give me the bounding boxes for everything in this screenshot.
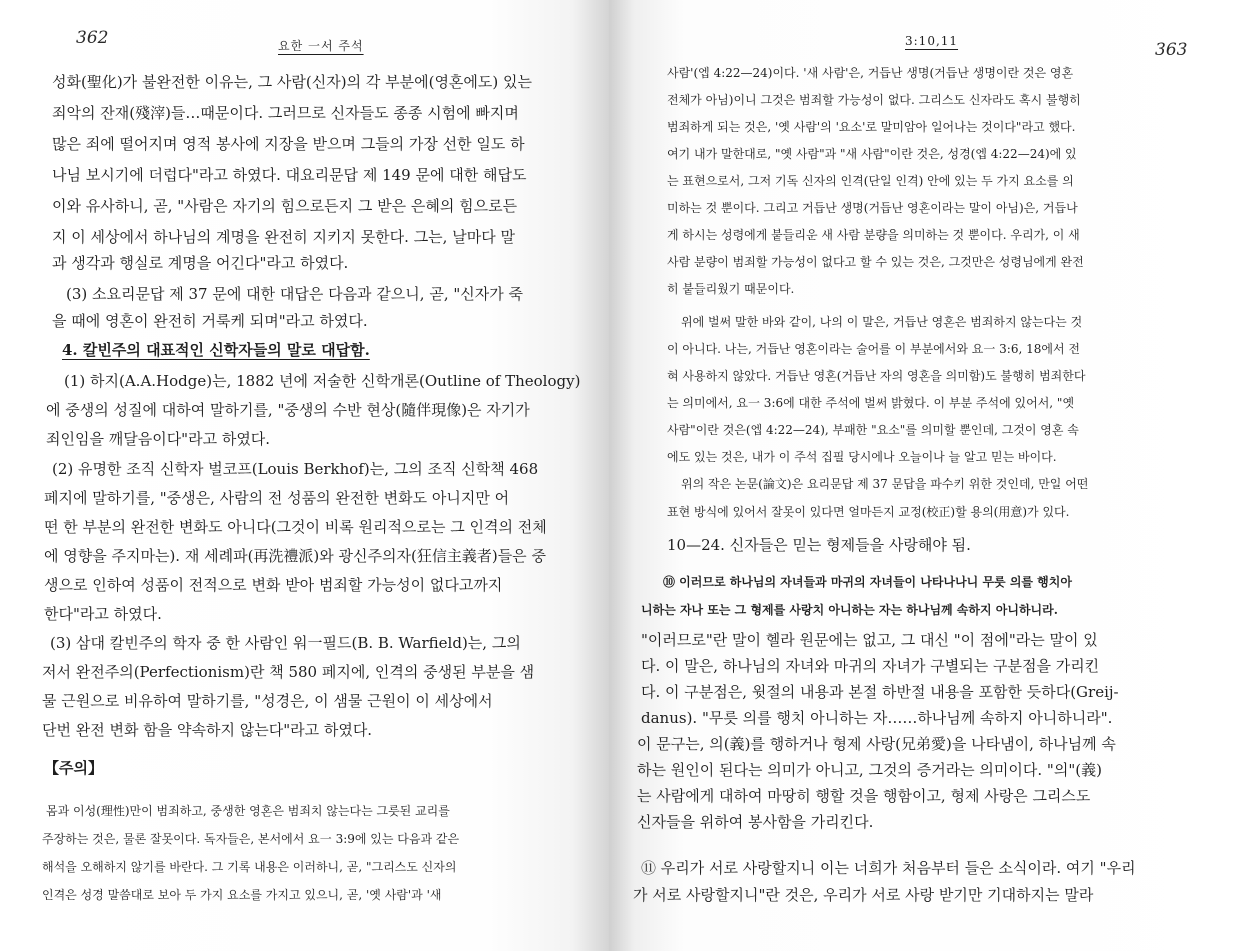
text-line: 에 영향을 주지마는). 재 세례파(再洗禮派)와 광신주의자(狂信主義者)들은 중 [44, 547, 546, 565]
text-line: 떤 한 부분의 완전한 변화도 아니다(그것이 비록 원리적으로는 그 인격의 전체 [44, 518, 547, 536]
text-line: 물 근원으로 비유하여 말하기를, "성경은, 이 샘물 근원이 이 세상에서 [42, 692, 493, 710]
text-line: 성화(聖化)가 불완전한 이유는, 그 사람(신자)의 각 부분에(영혼에도) 있는 [52, 73, 532, 91]
text-line: 하는 원인이 된다는 의미가 아니고, 그것의 증거라는 의미이다. "의"(義) [637, 761, 1102, 779]
verse-line: ⑩ 이러므로 하나님의 자녀들과 마귀의 자녀들이 나타나나니 무릇 의를 행치아 [663, 575, 1072, 589]
text-line: 다. 이 구분점은, 윗절의 내용과 본절 하반절 내용을 포함한 듯하다(Greij- [641, 683, 1119, 701]
text-line: (3) 삼대 칼빈주의 학자 중 한 사람인 워一필드(B. B. Warfield)는, 그의 [50, 634, 521, 652]
text-line: 한다"라고 하였다. [44, 605, 162, 623]
text-line: 과 생각과 행실로 계명을 어긴다"라고 하였다. [52, 254, 349, 272]
text-line: 여기 내가 말한대로, "옛 사람"과 "새 사람"이란 것은, 성경(엡 4:22—24)에 있 [667, 147, 1077, 161]
text-line: 는 표현으로서, 그저 기독 신자의 인격(단일 인격) 안에 있는 두 가지 요소를 의 [667, 174, 1074, 188]
text-line: (2) 유명한 조직 신학자 벌코프(Louis Berkhof)는, 그의 조직 신학책 468 [52, 460, 539, 478]
text-line: (3) 소요리문답 제 37 문에 대한 대답은 다음과 같으니, 곧, "신자가 죽 [66, 285, 523, 303]
text-line: 나님 보시기에 더럽다"라고 하였다. 대요리문답 제 149 문에 대한 해답도 [52, 166, 527, 184]
section-heading: 10—24. 신자들은 믿는 형제들을 사랑해야 됨. [667, 536, 971, 554]
text-line: 죄악의 잔재(殘滓)들…때문이다. 그러므로 신자들도 종종 시험에 빠지며 [52, 104, 519, 122]
text-line: 생으로 인하여 성품이 전적으로 변화 받아 범죄할 가능성이 없다고까지 [44, 576, 503, 594]
text-line: 많은 죄에 떨어지며 영적 봉사에 지장을 받으며 그들의 가장 선한 일도 하 [52, 135, 525, 153]
text-line: 가 서로 사랑할지니"란 것은, 우리가 서로 사랑 받기만 기대하지는 말라 [633, 886, 1094, 904]
text-line: 표현 방식에 있어서 잘못이 있다면 얼마든지 교정(校正)할 용의(用意)가 있다. [667, 505, 1070, 519]
text-line: 는 사람에게 대하여 마땅히 행할 것을 행함이고, 형제 사랑은 그리스도 [637, 787, 1091, 805]
text-line: 사람 분량이 범죄할 가능성이 없다고 할 수 있는 것은, 그것만은 성령님에게 완전 [667, 255, 1084, 269]
note-line: 인격은 성경 말씀대로 보아 두 가지 요소를 가지고 있으니, 곧, '옛 사람'과 '새 [42, 888, 442, 902]
text-line: 에 중생의 성질에 대하여 말하기를, "중생의 수반 현상(隨伴現像)은 자기가 [46, 401, 530, 419]
note-line: 주장하는 것은, 물론 잘못이다. 독자들은, 본서에서 요一 3:9에 있는 다음과 같은 [42, 832, 460, 846]
text-line: 단번 완전 변화 함을 약속하지 않는다"라고 하였다. [42, 721, 373, 739]
text-line: 지 이 세상에서 하나님의 계명을 완전히 지키지 못한다. 그는, 날마다 말 [52, 228, 515, 246]
right-page [609, 0, 1238, 951]
verse-line: ⑪ 우리가 서로 사랑할지니 이는 너희가 처음부터 들은 소식이라. 여기 "우리 [641, 859, 1136, 877]
text-line: danus). "무릇 의를 행치 아니하는 자……하나님께 속하지 아니하니라". [641, 709, 1113, 727]
text-line: 사람"이란 것은(엡 4:22—24), 부패한 "요소"를 의미할 뿐인데, 그것이 영혼 속 [667, 423, 1079, 437]
section-heading: 4. 칼빈주의 대표적인 신학자들의 말로 대답함. [62, 341, 370, 359]
text-line: 사람'(엡 4:22—24)이다. '새 사람'은, 거듭난 생명(거듭난 생명이란 것은 영혼 [667, 66, 1074, 80]
text-line: 이 아니다. 나는, 거듭난 영혼이라는 술어를 이 부분에서와 요一 3:6, 18에서 전 [667, 342, 1080, 356]
text-line: 위에 벌써 말한 바와 같이, 나의 이 말은, 거듭난 영혼은 범죄하지 않는다는 것 [681, 315, 1083, 329]
note-line: 몸과 이성(理性)만이 범죄하고, 중생한 영혼은 범죄치 않는다는 그릇된 교리를 [46, 804, 450, 818]
text-line: 범죄하게 되는 것은, '옛 사람'의 '요소'로 말미암아 일어나는 것이다"라고 했다. [667, 120, 1076, 134]
verse-line: 니하는 자나 또는 그 형제를 사랑치 아니하는 자는 하나님께 속하지 아니하니라. [641, 603, 1058, 617]
text-line: 이 문구는, 의(義)를 행하거나 형제 사랑(兄弟愛)을 나타냄이, 하나님께 속 [637, 735, 1116, 753]
running-head-right: 3:10,11 [905, 34, 959, 48]
note-line: 해석을 오해하지 않기를 바란다. 그 기록 내용은 이러하니, 곧, "그리스도 신자의 [42, 860, 457, 874]
text-line: "이러므로"란 말이 헬라 원문에는 없고, 그 대신 "이 점에"라는 말이 있 [641, 631, 1098, 649]
text-line: 히 붙들리웠기 때문이다. [667, 282, 795, 296]
running-head-left: 요한 一서 주석 [278, 39, 364, 53]
text-line: 저서 완전주의(Perfectionism)란 책 580 페지에, 인격의 중생된 부분을 샘 [42, 663, 535, 681]
text-line: 페지에 말하기를, "중생은, 사람의 전 성품의 완전한 변화도 아니지만 어 [44, 489, 510, 507]
page-number-right: 363 [1155, 40, 1188, 60]
text-line: 을 때에 영혼이 완전히 거룩케 되며"라고 하였다. [52, 312, 368, 330]
text-line: (1) 하지(A.A.Hodge)는, 1882 년에 저술한 신학개론(Outline of Theology) [64, 372, 581, 390]
text-line: 혀 사용하지 않았다. 거듭난 영혼(거듭난 자의 영혼을 의미함)도 불행히 범죄한다 [667, 369, 1086, 383]
left-page [0, 0, 609, 951]
text-line: 는 의미에서, 요一 3:6에 대한 주석에 벌써 밝혔다. 이 부분 주석에 있어서, "옛 [667, 396, 1075, 410]
page-number-left: 362 [76, 28, 109, 48]
note-heading: 【주의】 [44, 759, 103, 777]
text-line: 이와 유사하니, 곧, "사람은 자기의 힘으로든지 그 받은 은혜의 힘으로든 [52, 197, 518, 215]
text-line: 에도 있는 것은, 내가 이 주석 집필 당시에나 오늘이나 늘 알고 믿는 바이다. [667, 450, 1057, 464]
text-line: 죄인임을 깨달음이다"라고 하였다. [46, 430, 271, 448]
text-line: 신자들을 위하여 봉사함을 가리킨다. [637, 813, 874, 831]
text-line: 전체가 아님)이니 그것은 범죄할 가능성이 없다. 그리스도 신자라도 혹시 불행히 [667, 93, 1081, 107]
text-line: 미하는 것 뿐이다. 그리고 거듭난 생명(거듭난 영혼이라는 말이 아님)은, 거듭나 [667, 201, 1078, 215]
text-line: 게 하시는 성령에게 붙들리운 새 사람 분량을 의미하는 것 뿐이다. 우리가, 이 새 [667, 228, 1080, 242]
text-line: 위의 작은 논문(論文)은 요리문답 제 37 문답을 파수키 위한 것인데, 만일 어떤 [681, 477, 1089, 491]
text-line: 다. 이 말은, 하나님의 자녀와 마귀의 자녀가 구별되는 구분점을 가리킨 [641, 657, 1100, 675]
